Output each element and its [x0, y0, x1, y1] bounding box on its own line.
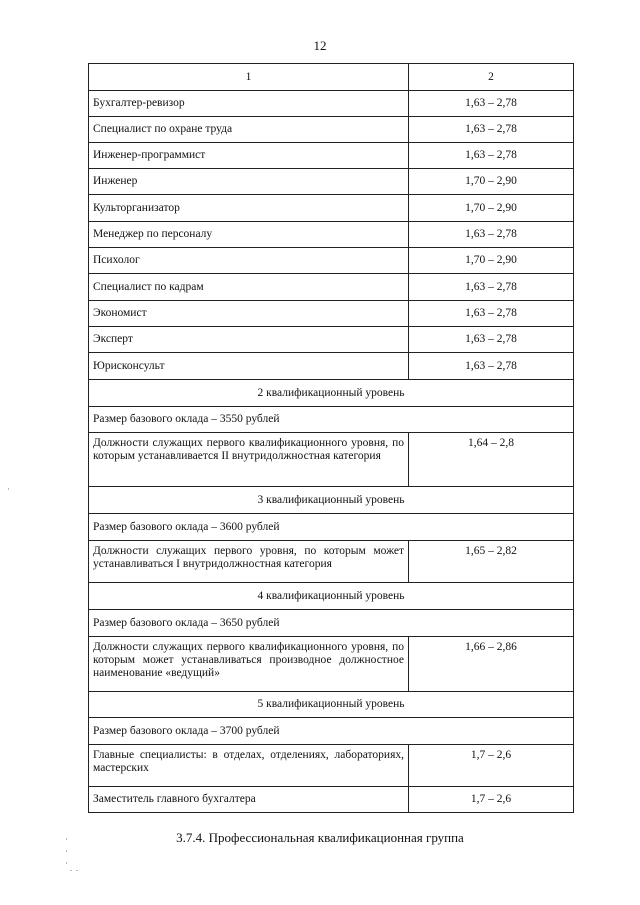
- table-row: [89, 433, 574, 487]
- section-heading: 3.7.4. Профессиональная квалификационная группа: [176, 830, 464, 845]
- position-name: Специалист по охране труда: [89, 117, 409, 143]
- position-description: Должности служащих первого квалификационного уровня, по которым устанавливается II внутридолжностная категория: [89, 433, 409, 487]
- base-salary: Размер базового оклада – 3600 рублей: [89, 514, 574, 541]
- coefficient-range: 1,70 – 2,90: [409, 195, 574, 222]
- base-salary-row: [89, 718, 574, 745]
- column-header-2: 2: [409, 64, 574, 91]
- qualification-level-title: 3 квалификационный уровень: [89, 487, 574, 514]
- position-name: Инженер-программист: [89, 143, 409, 169]
- table-row: [89, 248, 574, 274]
- scan-speck: [8, 488, 9, 490]
- position-description: Должности служащих первого уровня, по которым может устанавливаться I внутридолжностная категория: [89, 541, 409, 583]
- position-name: Психолог: [89, 248, 409, 274]
- table-row: [89, 637, 574, 692]
- coefficient-range: 1,66 – 2,86: [409, 637, 574, 692]
- qualification-level-row: [89, 692, 574, 718]
- qualification-level-row: [89, 583, 574, 610]
- coefficient-range: 1,63 – 2,78: [409, 353, 574, 380]
- position-name: Юрисконсульт: [89, 353, 409, 380]
- column-header-1: 1: [89, 64, 409, 91]
- table-row: [89, 787, 574, 813]
- position-name: Специалист по кадрам: [89, 274, 409, 301]
- coefficient-range: 1,63 – 2,78: [409, 222, 574, 248]
- table-row: [89, 745, 574, 787]
- salary-table: [88, 63, 574, 813]
- table-row: [89, 353, 574, 380]
- qualification-level-title: 2 квалификационный уровень: [89, 380, 574, 407]
- base-salary: Размер базового оклада – 3550 рублей: [89, 407, 574, 433]
- coefficient-range: 1,63 – 2,78: [409, 143, 574, 169]
- qualification-level-row: [89, 380, 574, 407]
- position-name: Менеджер по персоналу: [89, 222, 409, 248]
- qualification-level-row: [89, 487, 574, 514]
- table-row: [89, 143, 574, 169]
- position-name: Бухгалтер-ревизор: [89, 91, 409, 117]
- base-salary-row: [89, 610, 574, 637]
- table-header-row: [89, 64, 574, 91]
- table-row: [89, 222, 574, 248]
- scan-speck: [66, 862, 67, 864]
- table-row: [89, 91, 574, 117]
- coefficient-range: 1,63 – 2,78: [409, 327, 574, 353]
- base-salary: Размер базового оклада – 3700 рублей: [89, 718, 574, 745]
- position-description: Главные специалисты: в отделах, отделениях, лабораториях, мастерских: [89, 745, 409, 787]
- coefficient-range: 1,63 – 2,78: [409, 91, 574, 117]
- coefficient-range: 1,63 – 2,78: [409, 301, 574, 327]
- table-row: [89, 195, 574, 222]
- table-row: [89, 327, 574, 353]
- scan-speck: [70, 870, 72, 871]
- table-row: [89, 169, 574, 195]
- qualification-level-title: 4 квалификационный уровень: [89, 583, 574, 610]
- coefficient-range: 1,70 – 2,90: [409, 169, 574, 195]
- position-name: Инженер: [89, 169, 409, 195]
- position-description: Должности служащих первого квалификационного уровня, по которым может устанавливаться производное должностное наименование «ведущий»: [89, 637, 409, 692]
- scan-speck: [66, 838, 67, 840]
- coefficient-range: 1,70 – 2,90: [409, 248, 574, 274]
- table-row: [89, 541, 574, 583]
- qualification-level-title: 5 квалификационный уровень: [89, 692, 574, 718]
- coefficient-range: 1,63 – 2,78: [409, 274, 574, 301]
- scan-speck: [66, 850, 67, 852]
- base-salary-row: [89, 407, 574, 433]
- base-salary-row: [89, 514, 574, 541]
- coefficient-range: 1,64 – 2,8: [409, 433, 574, 487]
- coefficient-range: 1,7 – 2,6: [409, 787, 574, 813]
- position-name: Заместитель главного бухгалтера: [89, 787, 409, 813]
- page-number: 12: [313, 38, 327, 53]
- coefficient-range: 1,7 – 2,6: [409, 745, 574, 787]
- base-salary: Размер базового оклада – 3650 рублей: [89, 610, 574, 637]
- table-row: [89, 301, 574, 327]
- table-row: [89, 274, 574, 301]
- table-row: [89, 117, 574, 143]
- coefficient-range: 1,63 – 2,78: [409, 117, 574, 143]
- position-name: Экономист: [89, 301, 409, 327]
- scan-speck: [76, 870, 78, 871]
- position-name: Культорганизатор: [89, 195, 409, 222]
- position-name: Эксперт: [89, 327, 409, 353]
- coefficient-range: 1,65 – 2,82: [409, 541, 574, 583]
